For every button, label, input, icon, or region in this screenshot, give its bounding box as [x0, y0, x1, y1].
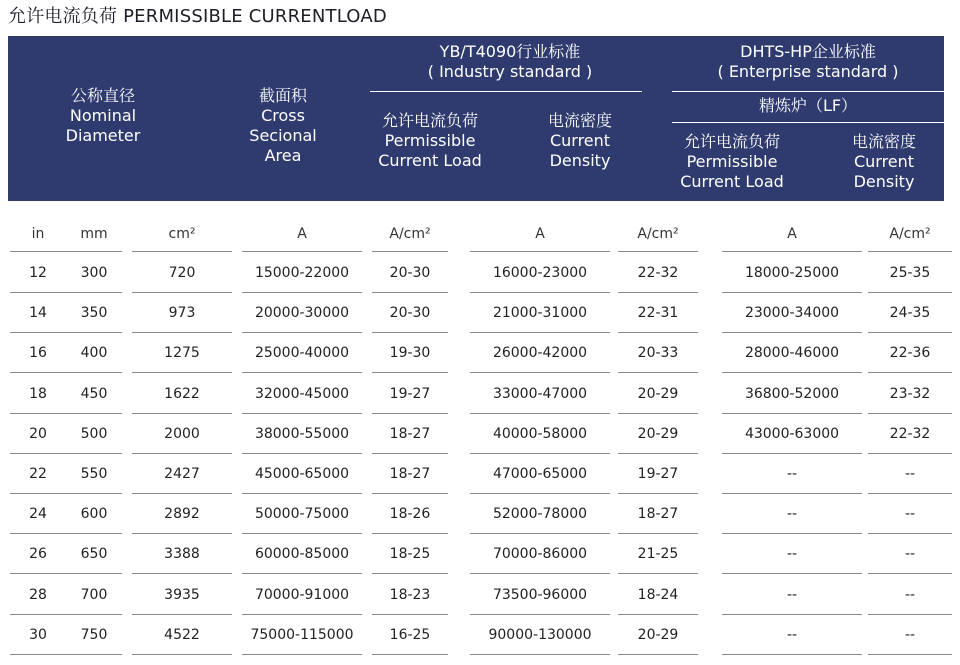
header-industry-density: [530, 111, 630, 171]
unit-label: A: [787, 226, 797, 242]
header-nominal-cn: 公称直径: [70, 86, 135, 105]
table-cell: 18-27: [637, 506, 679, 523]
table-cell: 18-25: [389, 546, 431, 563]
row-separator: [372, 251, 448, 252]
row-separator: [618, 251, 698, 252]
table-row: [0, 534, 960, 574]
table-row: [0, 333, 960, 373]
header-industry-en: ( Industry standard ): [427, 62, 593, 81]
header-industry-load-cn: 允许电流负荷: [381, 111, 478, 130]
table-cell: 18-27: [389, 466, 431, 482]
table-cell: 23000-34000: [744, 305, 840, 322]
row-separator: [722, 654, 862, 655]
table-cell: 73500-96000: [492, 586, 588, 603]
table-cell: 12: [29, 265, 47, 281]
table-cell: 14: [29, 305, 47, 322]
table-cell: 22: [29, 466, 47, 482]
table-cell: 300: [80, 265, 108, 281]
table-row: [0, 494, 960, 534]
header-nominal-en1: Nominal: [69, 106, 137, 125]
header-divider: [672, 91, 944, 92]
row-separator: [242, 654, 362, 655]
header-enterprise-load: [662, 132, 802, 192]
row-separator: [132, 654, 232, 655]
row-separator: [372, 654, 448, 655]
header-industry-standard: [370, 42, 650, 82]
table-row: [0, 293, 960, 333]
table-cell: 550: [80, 466, 108, 482]
table-cell: 400: [80, 345, 108, 362]
table-cell: 16-25: [389, 626, 431, 643]
header-enterprise-density-en2: Density: [853, 172, 915, 191]
table-cell: 20: [29, 425, 47, 442]
table-header: [8, 36, 944, 201]
header-industry-density-cn: 电流密度: [547, 111, 612, 130]
table-cell: 32000-45000: [254, 385, 350, 402]
table-cell: 20-33: [637, 345, 679, 362]
header-nominal-en2: Diameter: [65, 126, 141, 145]
header-industry-load-en1: Permissible: [384, 131, 476, 150]
header-nominal-diameter: [38, 86, 168, 146]
table-cell: 15000-22000: [254, 265, 350, 281]
table-cell: 28: [29, 586, 47, 603]
table-cell: 700: [80, 586, 108, 603]
unit-label: cm²: [168, 226, 196, 242]
header-enterprise-density-cn: 电流密度: [851, 132, 916, 151]
table-cell: 75000-115000: [250, 626, 354, 643]
table-row: [0, 414, 960, 454]
header-industry-load-en2: Current Load: [378, 151, 482, 170]
row-separator: [722, 251, 862, 252]
table-cell: 20-29: [637, 385, 679, 402]
header-cross-area: [218, 86, 348, 166]
row-separator: [132, 251, 232, 252]
table-cell: 4522: [164, 626, 200, 643]
table-cell: 50000-75000: [254, 506, 350, 523]
table-cell: 720: [168, 265, 196, 281]
header-enterprise-load-en2: Current Load: [680, 172, 784, 191]
header-enterprise-load-en1: Permissible: [686, 152, 778, 171]
table-cell: --: [786, 506, 798, 523]
table-cell: 19-30: [389, 345, 431, 362]
table-cell: 450: [80, 385, 108, 402]
header-enterprise-density-en1: Current: [853, 152, 915, 171]
table-cell: 40000-58000: [492, 425, 588, 442]
table-cell: 16: [29, 345, 47, 362]
table-cell: --: [786, 466, 798, 482]
table-cell: 45000-65000: [254, 466, 350, 482]
table-cell: 350: [80, 305, 108, 322]
page-title: 允许电流负荷 PERMISSIBLE CURRENTLOAD: [8, 6, 387, 27]
table-cell: 36800-52000: [744, 385, 840, 402]
row-separator: [868, 654, 952, 655]
row-separator: [470, 251, 610, 252]
row-separator: [66, 654, 122, 655]
table-cell: 24-35: [889, 305, 931, 322]
table-cell: 1622: [164, 385, 200, 402]
table-row: [0, 253, 960, 293]
table-cell: 26000-42000: [492, 345, 588, 362]
header-lf: 精炼炉（LF）: [758, 96, 858, 115]
table-cell: --: [786, 626, 798, 643]
row-separator: [618, 654, 698, 655]
table-cell: 18: [29, 385, 47, 402]
header-divider: [672, 122, 944, 123]
table-cell: --: [904, 506, 916, 523]
table-cell: 33000-47000: [492, 385, 588, 402]
table-cell: 650: [80, 546, 108, 563]
row-separator: [10, 251, 66, 252]
header-area-en1: Cross: [261, 106, 305, 125]
table-cell: 90000-130000: [488, 626, 592, 643]
header-enterprise-cn: DHTS-HP企业标准: [740, 42, 876, 61]
unit-label: A: [297, 226, 307, 242]
row-separator: [470, 654, 610, 655]
table-cell: 43000-63000: [744, 425, 840, 442]
table-cell: --: [904, 586, 916, 603]
unit-label: in: [31, 226, 45, 242]
table-cell: --: [786, 546, 798, 563]
header-enterprise-load-cn: 允许电流负荷: [683, 132, 780, 151]
table-cell: 1275: [164, 345, 200, 362]
table-cell: 18-27: [389, 425, 431, 442]
table-cell: 19-27: [389, 385, 431, 402]
table-cell: 19-27: [637, 466, 679, 482]
table-cell: 20-30: [389, 265, 431, 281]
table-cell: 16000-23000: [492, 265, 588, 281]
header-enterprise-density: [834, 132, 934, 192]
header-area-cn: 截面积: [258, 86, 307, 105]
row-separator: [10, 654, 66, 655]
table-cell: 18-26: [389, 506, 431, 523]
table-cell: 22-31: [637, 305, 679, 322]
table-cell: 60000-85000: [254, 546, 350, 563]
table-cell: 30: [29, 626, 47, 643]
table-cell: 20-30: [389, 305, 431, 322]
header-industry-density-en1: Current: [549, 131, 611, 150]
header-enterprise-standard: [672, 42, 944, 82]
table-cell: 973: [168, 305, 196, 322]
table-row: [0, 615, 960, 655]
table-cell: 20-29: [637, 425, 679, 442]
table-cell: 22-32: [889, 425, 931, 442]
table-cell: 750: [80, 626, 108, 643]
table-cell: --: [904, 546, 916, 563]
table-cell: 500: [80, 425, 108, 442]
table-cell: 18-23: [389, 586, 431, 603]
unit-label: mm: [80, 226, 108, 242]
table-cell: 28000-46000: [744, 345, 840, 362]
header-industry-density-en2: Density: [549, 151, 611, 170]
unit-label: A/cm²: [389, 226, 431, 242]
table-cell: 47000-65000: [492, 466, 588, 482]
table-cell: 38000-55000: [254, 425, 350, 442]
table-cell: 2427: [164, 466, 200, 482]
table-cell: 25000-40000: [254, 345, 350, 362]
header-industry-load: [360, 111, 500, 171]
table-cell: 22-36: [889, 345, 931, 362]
table-cell: 20000-30000: [254, 305, 350, 322]
unit-label: A/cm²: [637, 226, 679, 242]
table-cell: 23-32: [889, 385, 931, 402]
row-separator: [66, 251, 122, 252]
table-cell: 18000-25000: [744, 265, 840, 281]
table-cell: --: [786, 586, 798, 603]
header-divider: [370, 91, 642, 92]
table-cell: 21-25: [637, 546, 679, 563]
table-cell: 70000-91000: [254, 586, 350, 603]
table-row: [0, 374, 960, 414]
header-industry-cn: YB/T4090行业标准: [439, 42, 581, 61]
table-cell: 24: [29, 506, 47, 523]
table-cell: 2892: [164, 506, 200, 523]
table-cell: 18-24: [637, 586, 679, 603]
unit-label: A/cm²: [889, 226, 931, 242]
table-cell: 21000-31000: [492, 305, 588, 322]
table-cell: 25-35: [889, 265, 931, 281]
table-row: [0, 575, 960, 615]
table-cell: 22-32: [637, 265, 679, 281]
header-enterprise-en: ( Enterprise standard ): [717, 62, 899, 81]
table-cell: 3935: [164, 586, 200, 603]
table-cell: 20-29: [637, 626, 679, 643]
row-separator: [242, 251, 362, 252]
table-row: [0, 454, 960, 494]
table-cell: --: [904, 626, 916, 643]
unit-label: A: [535, 226, 545, 242]
table-cell: 2000: [164, 425, 200, 442]
table-cell: 600: [80, 506, 108, 523]
header-area-en3: Area: [264, 146, 302, 165]
table-cell: 52000-78000: [492, 506, 588, 523]
header-area-en2: Secional: [249, 126, 317, 145]
row-separator: [868, 251, 952, 252]
table-cell: --: [904, 466, 916, 482]
table-cell: 70000-86000: [492, 546, 588, 563]
table-cell: 26: [29, 546, 47, 563]
table-cell: 3388: [164, 546, 200, 563]
